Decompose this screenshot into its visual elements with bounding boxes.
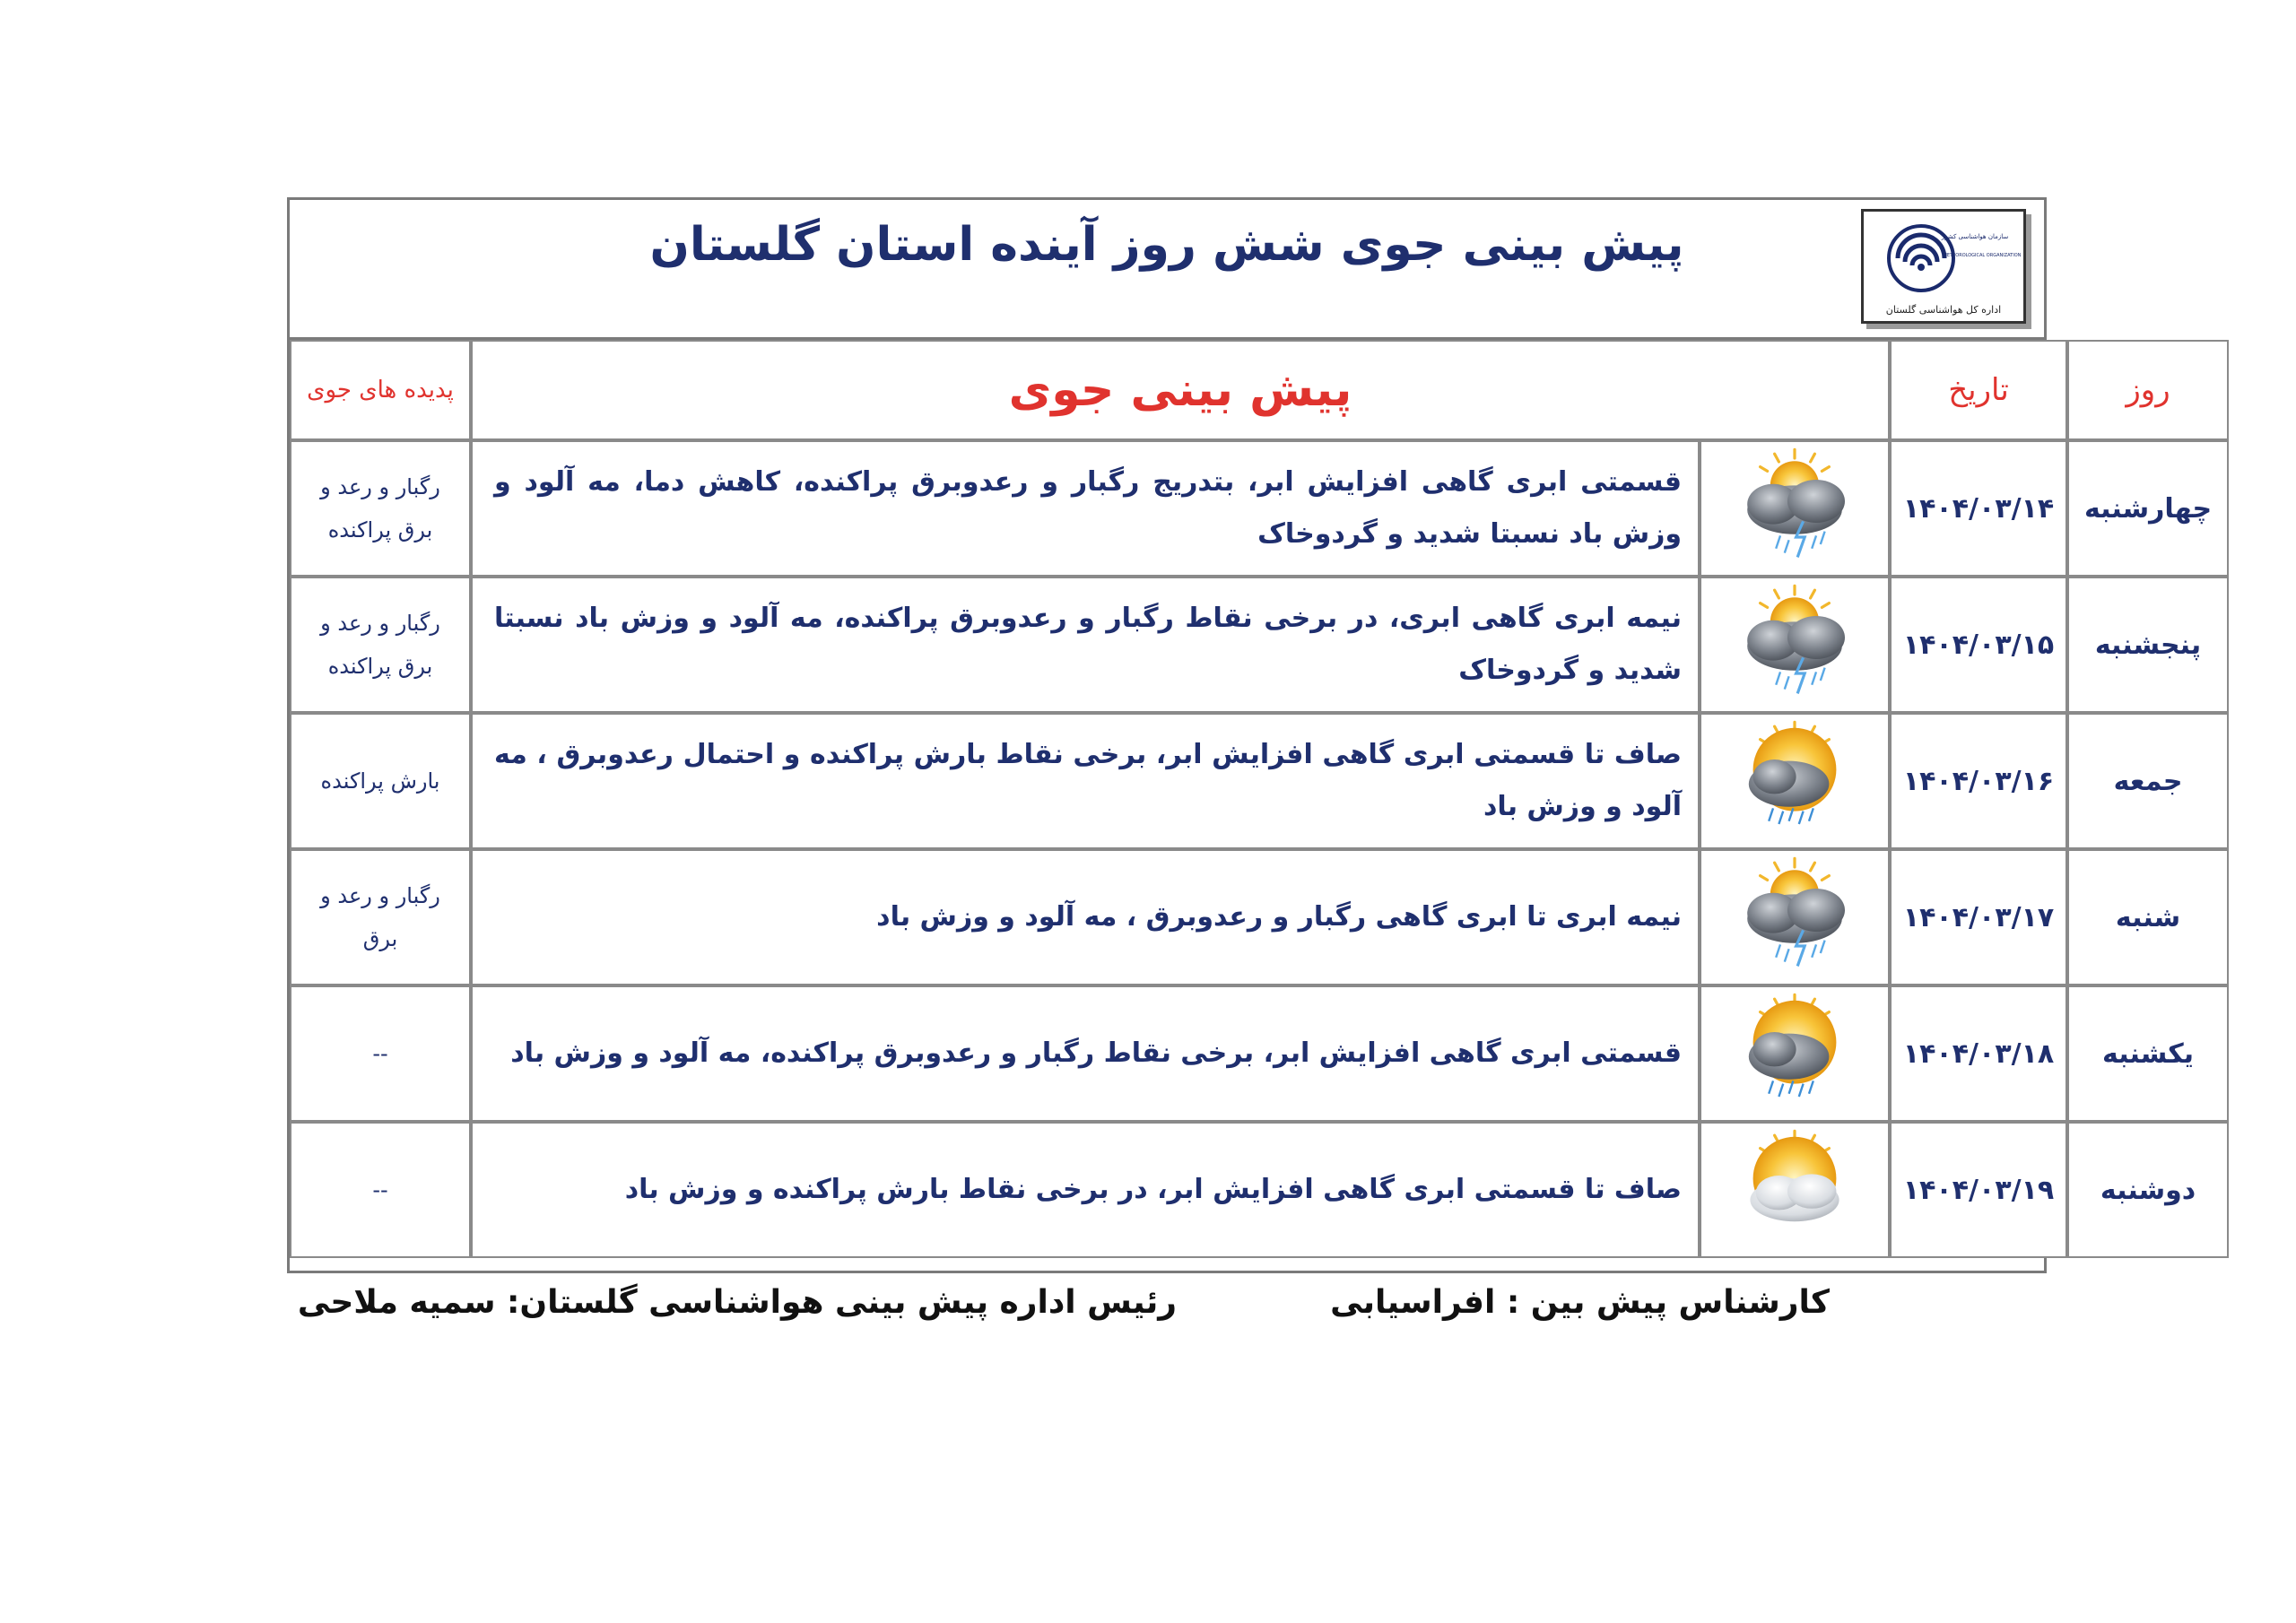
title-row: [290, 200, 2044, 340]
partly-cloudy-thunderstorm-icon: [1723, 444, 1866, 569]
row-phenomena: رگبار و رعد و برق پراکنده: [290, 440, 471, 577]
header-forecast: پیش بینی جوی: [471, 340, 1890, 440]
partly-cloudy-thunderstorm-icon: [1723, 853, 1866, 978]
weather-icon-cell: [1700, 440, 1890, 577]
row-date: ۱۴۰۴/۰۳/۱۶: [1890, 713, 2067, 849]
forecast-sheet: [287, 197, 2213, 1273]
sun-behind-cloud-icon: [1723, 1125, 1866, 1251]
weather-icon-cell: [1700, 1122, 1890, 1258]
table-row: [290, 849, 2229, 985]
table-header-row: [290, 340, 2229, 440]
row-phenomena: رگبار و رعد و برق پراکنده: [290, 577, 471, 713]
partly-cloudy-rain-icon: [1723, 989, 1866, 1115]
row-forecast: قسمتی ابری گاهی افزایش ابر، بتدریج رگبار و رعدوبرق پراکنده، کاهش دما، مه آلود و وزش باد نسبتا شدید و گردوخاک: [471, 440, 1700, 577]
row-forecast: نیمه ابری گاهی ابری، در برخی نقاط رگبار و رعدوبرق پراکنده، مه آلود و وزش باد نسبتا شدید و گردوخاک: [471, 577, 1700, 713]
weather-icon-cell: [1700, 849, 1890, 985]
row-day: جمعه: [2067, 713, 2229, 849]
weather-icon-cell: [1700, 985, 1890, 1122]
row-phenomena: --: [290, 985, 471, 1122]
logo-caption: اداره کل هواشناسی گلستان: [1885, 304, 2002, 316]
forecast-table: [290, 340, 2229, 1258]
table-row: [290, 440, 2229, 577]
signature-footer: [0, 1284, 2296, 1338]
row-phenomena: بارش پراکنده: [290, 713, 471, 849]
row-date: ۱۴۰۴/۰۳/۱۷: [1890, 849, 2067, 985]
row-forecast: نیمه ابری تا ابری گاهی رگبار و رعدوبرق ، مه آلود و وزش باد: [471, 849, 1700, 985]
head-of-office-signature: رئیس اداره پیش بینی هواشناسی گلستان: سمیه ملاحی: [297, 1284, 1177, 1321]
row-forecast: قسمتی ابری گاهی افزایش ابر، برخی نقاط رگبار و رعدوبرق پراکنده، مه آلود و وزش باد: [471, 985, 1700, 1122]
row-day: دوشنبه: [2067, 1122, 2229, 1258]
row-forecast: صاف تا قسمتی ابری گاهی افزایش ابر، در برخی نقاط بارش پراکنده و وزش باد: [471, 1122, 1700, 1258]
row-day: یکشنبه: [2067, 985, 2229, 1122]
row-forecast: صاف تا قسمتی ابری گاهی افزایش ابر، برخی نقاط بارش پراکنده و احتمال رعدوبرق ، مه آلود و وزش باد: [471, 713, 1700, 849]
partly-cloudy-rain-icon: [1723, 716, 1866, 842]
row-date: ۱۴۰۴/۰۳/۱۸: [1890, 985, 2067, 1122]
row-phenomena: رگبار و رعد و برق: [290, 849, 471, 985]
meteorological-organization-logo: [1861, 209, 2026, 324]
table-row: [290, 577, 2229, 713]
header-date: تاریخ: [1890, 340, 2067, 440]
row-date: ۱۴۰۴/۰۳/۱۵: [1890, 577, 2067, 713]
table-row: [290, 713, 2229, 849]
header-day: روز: [2067, 340, 2229, 440]
row-day: پنجشنبه: [2067, 577, 2229, 713]
logo-top-text: سازمان هواشناسی کشور: [1941, 233, 2009, 240]
header-phenomena: پدیده های جوی: [290, 340, 471, 440]
weather-icon-cell: [1700, 713, 1890, 849]
forecaster-signature: کارشناس پیش بین : افراسیابی: [1330, 1284, 1830, 1321]
table-row: [290, 1122, 2229, 1258]
partly-cloudy-thunderstorm-icon: [1723, 580, 1866, 706]
logo-org-text: METEOROLOGICAL ORGANIZATION: [1943, 253, 2022, 258]
table-row: [290, 985, 2229, 1122]
row-date: ۱۴۰۴/۰۳/۱۹: [1890, 1122, 2067, 1258]
page-title: پیش بینی جوی شش روز آینده استان گلستان: [649, 218, 1684, 272]
row-date: ۱۴۰۴/۰۳/۱۴: [1890, 440, 2067, 577]
weather-icon-cell: [1700, 577, 1890, 713]
row-day: شنبه: [2067, 849, 2229, 985]
row-phenomena: --: [290, 1122, 471, 1258]
row-day: چهارشنبه: [2067, 440, 2229, 577]
